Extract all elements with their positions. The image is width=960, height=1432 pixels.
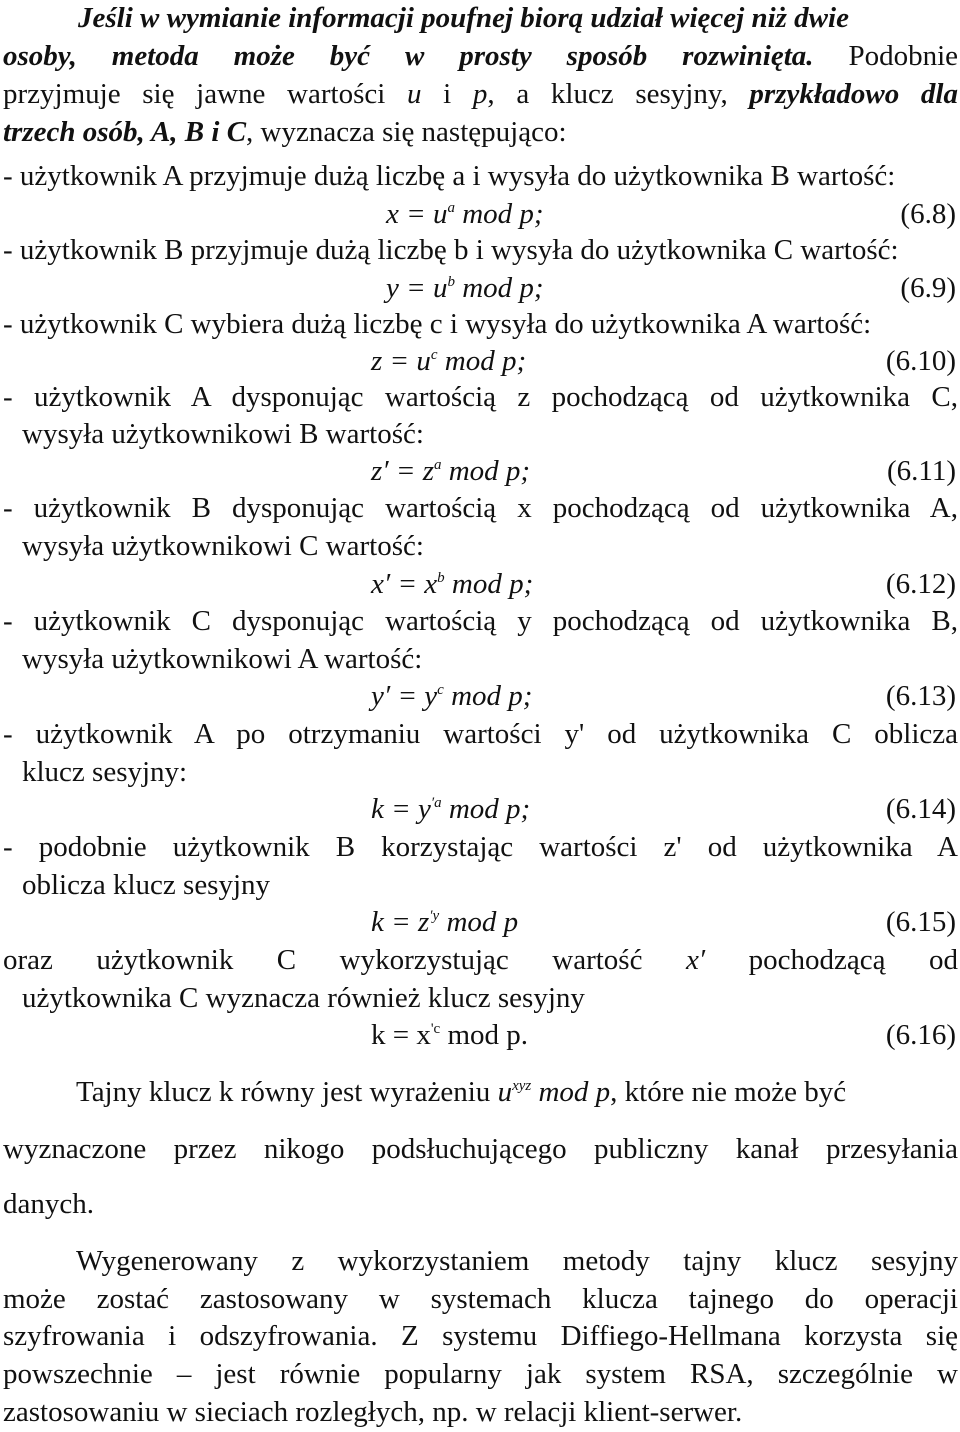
eq-tail: mod p; [444, 568, 534, 600]
equation-number: (6.9) [900, 272, 956, 304]
step-f-text: - użytkownik C dysponując wartością y pochodzącą od użytkownika B, [3, 605, 958, 637]
intro-line-4-rest: , wyznacza się następująco: [246, 116, 567, 148]
equation-number: (6.8) [900, 198, 956, 230]
eq-exponent: 'c [430, 1020, 441, 1037]
intro-line-4-bold: trzech osób, A, B i C [3, 116, 247, 148]
final-line-1: Wygenerowany z wykorzystaniem metody tajny klucz sesyjny [76, 1245, 958, 1277]
step-g-text: - użytkownik A po otrzymaniu wartości y' od użytkownika C oblicza [3, 718, 958, 750]
eq-exponent: b [437, 569, 445, 586]
step-i-text-a: oraz użytkownik C wykorzystując wartość [3, 944, 686, 976]
eq-base: x′ = x [371, 568, 438, 600]
eq-exponent: a [433, 456, 442, 473]
equation-6-15 [371, 908, 518, 937]
intro-line-2-rest: Podobnie [848, 40, 959, 72]
intro-line-4 [3, 118, 567, 147]
equation-number: (6.12) [885, 568, 956, 600]
step-h-text: - podobnie użytkownik B korzystając wartości z' od użytkownika A [3, 831, 958, 863]
intro-line-2-bold: osoby, metoda może być w prosty sposób rozwinięta. [3, 40, 814, 72]
eq-exponent: ′a [430, 794, 442, 811]
eq-exponent: c [430, 346, 438, 363]
eq-base: y′ = y [371, 680, 438, 712]
conclusion-line-1-b: , które nie może być [610, 1076, 847, 1108]
conclusion-line-3: danych. [3, 1188, 94, 1220]
intro-line-1: Jeśli w wymianie informacji poufnej biorą udział więcej niż dwie [78, 2, 849, 34]
step-d-text: - użytkownik A dysponując wartością z pochodzącą od użytkownika C, [3, 381, 958, 413]
conclusion-line-1-a: Tajny klucz k równy jest wyrażeniu [76, 1076, 498, 1108]
step-i-text-2: użytkownika C wyznacza również klucz sesyjny [22, 982, 585, 1014]
step-d-text-2: wysyła użytkownikowi B wartość: [22, 418, 424, 450]
eq-base: z′ = z [371, 455, 434, 487]
step-g-text-2: klucz sesyjny: [22, 756, 188, 788]
equation-number: (6.16) [885, 1019, 956, 1051]
intro-line-2 [3, 42, 958, 71]
equation-6-9 [386, 274, 544, 303]
equation-6-13 [371, 682, 532, 711]
eq-base: y = u [386, 272, 448, 304]
step-c-text: - użytkownik C wybiera dużą liczbę c i wysyła do użytkownika A wartość: [3, 308, 872, 340]
intro-line-3 [3, 80, 958, 109]
final-line-3: szyfrowania i odszyfrowania. Z systemu Diffiego-Hellmana korzysta się [3, 1320, 958, 1352]
step-i-text [3, 946, 958, 975]
exponent-xyz: xyz [512, 1077, 532, 1094]
intro-line-3-bold: przykładowo dla [749, 78, 958, 110]
eq-exponent: c [437, 681, 444, 698]
step-a-text: - użytkownik A przyjmuje dużą liczbę a i wysyła do użytkownika B wartość: [3, 160, 896, 192]
equation-number: (6.11) [887, 455, 956, 487]
var-x-prime: x′ [685, 944, 706, 976]
eq-base: k = z [371, 906, 430, 938]
step-b-text: - użytkownik B przyjmuje dużą liczbę b i wysyła do użytkownika C wartość: [3, 234, 899, 266]
var-u: u [497, 1076, 513, 1108]
step-f-text-2: wysyła użytkownikowi A wartość: [22, 643, 423, 675]
intro-line-3-b: i [421, 78, 473, 110]
equation-6-10 [371, 347, 526, 376]
conclusion-line-2: wyznaczone przez nikogo podsłuchującego publiczny kanał przesyłania [3, 1133, 958, 1165]
eq-tail: mod p; [441, 793, 531, 825]
eq-tail: mod p; [443, 680, 533, 712]
equation-6-14 [371, 795, 530, 824]
eq-tail: mod p. [440, 1019, 529, 1051]
eq-tail: mod p; [441, 455, 531, 487]
equation-6-11 [371, 457, 530, 486]
eq-base: k = y [371, 793, 431, 825]
intro-line-3-c: , a klucz sesyjny, [487, 78, 750, 110]
eq-tail: mod p; [454, 198, 544, 230]
final-line-2: może zostać zastosowany w systemach klucza tajnego do operacji [3, 1283, 958, 1315]
equation-6-8 [386, 200, 544, 229]
step-h-text-2: oblicza klucz sesyjny [22, 869, 271, 901]
eq-exponent: b [447, 273, 455, 290]
var-p: p [472, 78, 488, 110]
eq-tail: mod p; [454, 272, 544, 304]
eq-exponent: a [447, 199, 455, 216]
final-line-5: zastosowaniu w sieciach rozległych, np. w relacji klient-serwer. [3, 1396, 743, 1428]
eq-base: k = x [371, 1019, 431, 1051]
equation-number: (6.10) [885, 345, 956, 377]
eq-tail: mod p; [437, 345, 527, 377]
mod-p: mod p [531, 1076, 611, 1108]
final-line-4: powszechnie – jest równie popularny jak system RSA, szczególnie w [3, 1358, 958, 1390]
eq-exponent: ′y [429, 907, 440, 924]
equation-6-16 [371, 1021, 528, 1050]
equation-number: (6.15) [885, 906, 956, 938]
var-u: u [406, 78, 422, 110]
eq-tail: mod p [439, 906, 519, 938]
eq-base: z = u [371, 345, 431, 377]
equation-number: (6.13) [885, 680, 956, 712]
conclusion-line-1 [76, 1078, 846, 1107]
equation-6-12 [371, 570, 533, 599]
intro-line-3-a: przyjmuje się jawne wartości [3, 78, 407, 110]
step-i-text-b: pochodzącą od [705, 944, 958, 976]
step-e-text-2: wysyła użytkownikowi C wartość: [22, 530, 424, 562]
step-e-text: - użytkownik B dysponując wartością x pochodzącą od użytkownika A, [3, 492, 958, 524]
equation-number: (6.14) [885, 793, 956, 825]
eq-base: x = u [386, 198, 448, 230]
